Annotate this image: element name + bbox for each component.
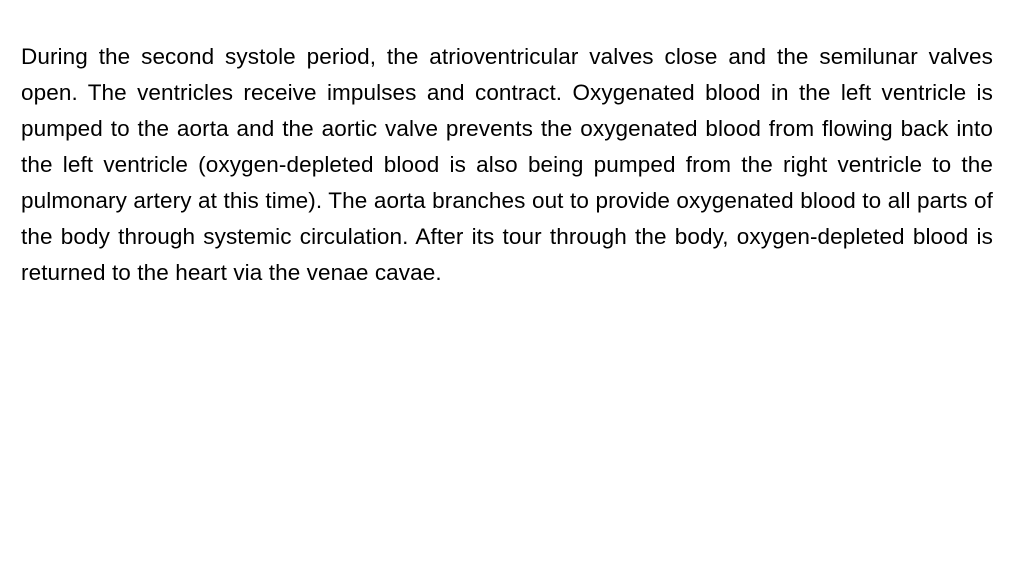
body-paragraph: During the second systole period, the atrioventricular valves close and the semilunar valves open. The ventricles receive impulses and contract. Oxygenated blood in the left ventricle is pumped to the aorta and the aortic valve prevents the oxygenated blood from flowing back into the left ventricle (oxygen-depleted blood is also being pumped from the right ventricle to the pulmonary artery at this time). The aorta branches out to provide oxygenated blood to all parts of the body through systemic circulation. After its tour through the body, oxygen-depleted blood is returned to the heart via the venae cavae. bbox=[21, 44, 993, 285]
